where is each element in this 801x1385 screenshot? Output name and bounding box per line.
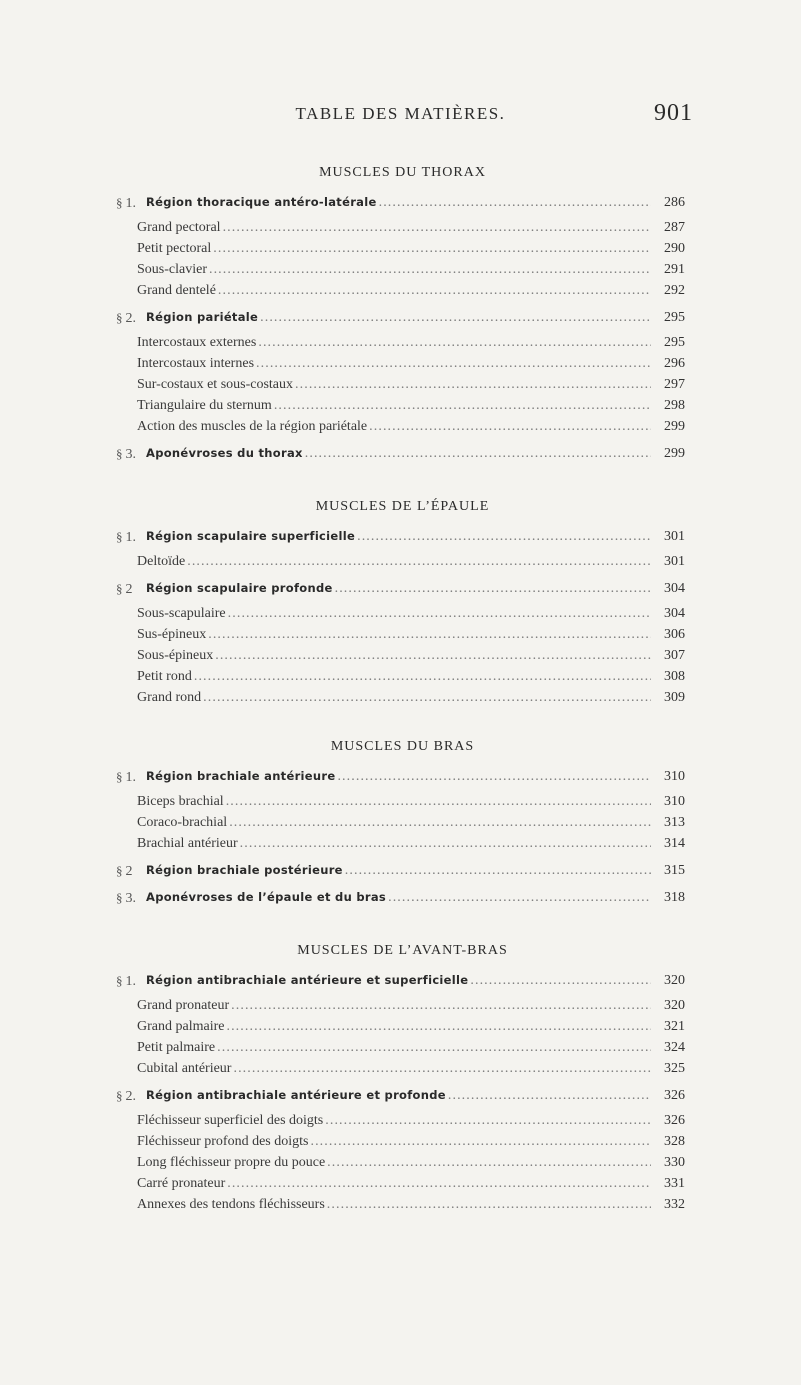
toc-entry bbox=[120, 1194, 685, 1215]
section-heading-row bbox=[116, 887, 685, 908]
leader-dots bbox=[325, 1110, 651, 1131]
entry-label: Intercostaux externes bbox=[137, 335, 257, 350]
leader-dots bbox=[357, 526, 651, 547]
leader-dots bbox=[208, 624, 651, 645]
entry-label: Triangulaire du sternum bbox=[137, 398, 272, 413]
leader-dots bbox=[226, 1016, 651, 1037]
toc-entry bbox=[120, 833, 685, 854]
entry-label: Grand pectoral bbox=[137, 220, 221, 235]
page-ref: 301 bbox=[664, 529, 685, 544]
section-number bbox=[116, 887, 141, 909]
entry-label: Fléchisseur profond des doigts bbox=[137, 1134, 309, 1149]
leader-dots bbox=[194, 666, 651, 687]
section-number bbox=[116, 1085, 141, 1107]
entry-label: Carré pronateur bbox=[137, 1176, 226, 1191]
table-of-contents bbox=[116, 152, 685, 1215]
running-title: TABLE DES MATIÈRES. bbox=[295, 104, 506, 123]
toc-entry bbox=[120, 1173, 685, 1194]
toc-entry bbox=[120, 812, 685, 833]
toc-entry bbox=[120, 791, 685, 812]
leader-dots bbox=[337, 766, 651, 787]
page-ref: 286 bbox=[664, 195, 685, 210]
leader-dots bbox=[305, 443, 651, 464]
leader-dots bbox=[310, 1131, 651, 1152]
page-ref: 313 bbox=[664, 815, 685, 830]
toc-entry bbox=[120, 1152, 685, 1173]
page-ref: 326 bbox=[664, 1088, 685, 1103]
section-number-text: 2 bbox=[125, 864, 133, 879]
toc-entry bbox=[120, 551, 685, 572]
section-number bbox=[116, 766, 141, 788]
entry-label: Grand pronateur bbox=[137, 998, 230, 1013]
section-heading-row bbox=[116, 526, 685, 547]
entry-label: Grand dentelé bbox=[137, 283, 216, 298]
page-ref: 330 bbox=[664, 1155, 685, 1170]
entry-label: Sous-épineux bbox=[137, 648, 214, 663]
toc-entry bbox=[120, 259, 685, 280]
section-heading: Région thoracique antéro-latérale bbox=[146, 195, 377, 209]
page-ref: 304 bbox=[664, 606, 685, 621]
leader-dots bbox=[327, 1152, 651, 1173]
leader-dots bbox=[217, 1037, 651, 1058]
leader-dots bbox=[215, 645, 651, 666]
section-number-text: 3. bbox=[125, 447, 136, 462]
page-ref: 320 bbox=[664, 973, 685, 988]
section-sign: § bbox=[116, 890, 123, 905]
page-ref: 310 bbox=[664, 794, 685, 809]
page-ref: 306 bbox=[664, 627, 685, 642]
section-number bbox=[116, 526, 141, 548]
section-gap bbox=[120, 468, 685, 486]
section-title: MUSCLES DU THORAX bbox=[319, 165, 486, 180]
leader-dots bbox=[187, 551, 651, 572]
entry-label: Grand palmaire bbox=[137, 1019, 225, 1034]
toc-entry bbox=[120, 1058, 685, 1079]
leader-dots bbox=[229, 812, 651, 833]
page-ref: 325 bbox=[664, 1061, 685, 1076]
page-ref: 328 bbox=[664, 1134, 685, 1149]
section-sign: § bbox=[116, 529, 123, 544]
entry-label: Intercostaux internes bbox=[137, 356, 255, 371]
toc-entry bbox=[120, 395, 685, 416]
page-ref: 324 bbox=[664, 1040, 685, 1055]
page-ref: 331 bbox=[664, 1176, 685, 1191]
page-ref: 318 bbox=[664, 890, 685, 905]
section-heading: Région brachiale postérieure bbox=[146, 863, 343, 877]
leader-dots bbox=[274, 395, 651, 416]
leader-dots bbox=[218, 280, 651, 301]
section-title: MUSCLES DE L’ÉPAULE bbox=[315, 499, 490, 514]
page-ref: 307 bbox=[664, 648, 685, 663]
page-ref: 295 bbox=[664, 310, 685, 325]
section-number bbox=[116, 860, 141, 882]
page-ref: 299 bbox=[664, 419, 685, 434]
page-ref: 326 bbox=[664, 1113, 685, 1128]
page-ref: 298 bbox=[664, 398, 685, 413]
leader-dots bbox=[223, 217, 651, 238]
section-title: MUSCLES DU BRAS bbox=[330, 739, 475, 754]
section-heading: Région brachiale antérieure bbox=[146, 769, 336, 783]
entry-label: Deltoïde bbox=[137, 554, 186, 569]
section-heading: Région scapulaire superficielle bbox=[146, 529, 356, 543]
leader-dots bbox=[369, 416, 651, 437]
entry-label: Biceps brachial bbox=[137, 794, 224, 809]
leader-dots bbox=[258, 332, 651, 353]
section-heading: Région scapulaire profonde bbox=[146, 581, 333, 595]
section-heading: Région pariétale bbox=[146, 310, 259, 324]
entry-label: Petit pectoral bbox=[137, 241, 212, 256]
page-ref: 320 bbox=[664, 998, 685, 1013]
leader-dots bbox=[227, 1173, 651, 1194]
section-number-text: 1. bbox=[125, 974, 136, 989]
section-number-text: 1. bbox=[125, 770, 136, 785]
page-ref: 292 bbox=[664, 283, 685, 298]
section-sign: § bbox=[116, 446, 123, 461]
section-sign: § bbox=[116, 310, 123, 325]
entry-label: Annexes des tendons fléchisseurs bbox=[137, 1197, 325, 1212]
section-number-text: 3. bbox=[125, 891, 136, 906]
leader-dots bbox=[335, 578, 651, 599]
leader-dots bbox=[295, 374, 651, 395]
section-heading-row bbox=[116, 970, 685, 991]
entry-label: Fléchisseur superficiel des doigts bbox=[137, 1113, 324, 1128]
toc-entry bbox=[120, 353, 685, 374]
section-number bbox=[116, 970, 141, 992]
toc-entry bbox=[120, 1110, 685, 1131]
section-heading-row bbox=[116, 307, 685, 328]
section-sign: § bbox=[116, 1088, 123, 1103]
section-heading: Aponévroses du thorax bbox=[146, 446, 303, 460]
leader-dots bbox=[379, 192, 651, 213]
toc-entry bbox=[120, 687, 685, 708]
section-heading-row bbox=[116, 1085, 685, 1106]
page-ref: 297 bbox=[664, 377, 685, 392]
entry-label: Sur-costaux et sous-costaux bbox=[137, 377, 294, 392]
section-heading: Région antibrachiale antérieure et profonde bbox=[146, 1088, 446, 1102]
toc-entry bbox=[120, 666, 685, 687]
section-heading-row bbox=[116, 578, 685, 599]
entry-label: Cubital antérieur bbox=[137, 1061, 232, 1076]
page-ref: 321 bbox=[664, 1019, 685, 1034]
section-heading: Aponévroses de l’épaule et du bras bbox=[146, 890, 387, 904]
section-number bbox=[116, 307, 141, 329]
page-ref: 315 bbox=[664, 863, 685, 878]
toc-entry bbox=[120, 238, 685, 259]
leader-dots bbox=[345, 860, 651, 881]
toc-entry bbox=[120, 217, 685, 238]
toc-entry bbox=[120, 416, 685, 437]
toc-entry bbox=[120, 995, 685, 1016]
section-number-text: 2. bbox=[125, 1089, 136, 1104]
entry-label: Petit palmaire bbox=[137, 1040, 216, 1055]
page-ref: 287 bbox=[664, 220, 685, 235]
leader-dots bbox=[228, 603, 651, 624]
page-ref: 309 bbox=[664, 690, 685, 705]
page-ref: 290 bbox=[664, 241, 685, 256]
section-sign: § bbox=[116, 195, 123, 210]
entry-label: Petit rond bbox=[137, 669, 192, 684]
toc-entry bbox=[120, 624, 685, 645]
page-header bbox=[0, 100, 801, 130]
section-number bbox=[116, 578, 141, 600]
entry-label: Sous-clavier bbox=[137, 262, 207, 277]
leader-dots bbox=[327, 1194, 651, 1215]
section-number-text: 2 bbox=[125, 582, 133, 597]
page-ref: 295 bbox=[664, 335, 685, 350]
entry-label: Sus-épineux bbox=[137, 627, 207, 642]
entry-label: Action des muscles de la région pariétale bbox=[137, 419, 368, 434]
leader-dots bbox=[209, 259, 651, 280]
leader-dots bbox=[203, 687, 651, 708]
section-number-text: 1. bbox=[125, 530, 136, 545]
entry-label: Coraco-brachial bbox=[137, 815, 228, 830]
page-ref: 314 bbox=[664, 836, 685, 851]
section-gap bbox=[120, 708, 685, 726]
entry-label: Sous-scapulaire bbox=[137, 606, 226, 621]
section-heading-row bbox=[116, 443, 685, 464]
leader-dots bbox=[470, 970, 651, 991]
entry-label: Long fléchisseur propre du pouce bbox=[137, 1155, 326, 1170]
toc-entry bbox=[120, 1037, 685, 1058]
page-ref: 301 bbox=[664, 554, 685, 569]
leader-dots bbox=[240, 833, 651, 854]
toc-entry bbox=[120, 1016, 685, 1037]
leader-dots bbox=[226, 791, 651, 812]
section-title: MUSCLES DE L’AVANT-BRAS bbox=[297, 943, 508, 958]
section-heading-row bbox=[116, 860, 685, 881]
leader-dots bbox=[388, 887, 651, 908]
toc-entry bbox=[120, 280, 685, 301]
section-sign: § bbox=[116, 863, 123, 878]
entry-label: Grand rond bbox=[137, 690, 202, 705]
page-ref: 299 bbox=[664, 446, 685, 461]
section-gap bbox=[120, 912, 685, 930]
entry-label: Brachial antérieur bbox=[137, 836, 238, 851]
section-heading-row bbox=[116, 192, 685, 213]
section-number-text: 1. bbox=[125, 196, 136, 211]
section-sign: § bbox=[116, 973, 123, 988]
section-number-text: 2. bbox=[125, 311, 136, 326]
toc-entry bbox=[120, 645, 685, 666]
toc-entry bbox=[120, 374, 685, 395]
section-sign: § bbox=[116, 769, 123, 784]
section-heading: Région antibrachiale antérieure et superficielle bbox=[146, 973, 469, 987]
toc-entry bbox=[120, 603, 685, 624]
section-number bbox=[116, 443, 141, 465]
section-sign: § bbox=[116, 581, 123, 596]
leader-dots bbox=[231, 995, 651, 1016]
leader-dots bbox=[260, 307, 651, 328]
leader-dots bbox=[256, 353, 651, 374]
leader-dots bbox=[448, 1085, 651, 1106]
page-ref: 304 bbox=[664, 581, 685, 596]
page-ref: 332 bbox=[664, 1197, 685, 1212]
page-ref: 308 bbox=[664, 669, 685, 684]
page-ref: 296 bbox=[664, 356, 685, 371]
section-number bbox=[116, 192, 141, 214]
toc-entry bbox=[120, 332, 685, 353]
page-number: 901 bbox=[654, 100, 693, 126]
leader-dots bbox=[233, 1058, 651, 1079]
page-ref: 310 bbox=[664, 769, 685, 784]
leader-dots bbox=[213, 238, 651, 259]
section-heading-row bbox=[116, 766, 685, 787]
toc-entry bbox=[120, 1131, 685, 1152]
page-ref: 291 bbox=[664, 262, 685, 277]
